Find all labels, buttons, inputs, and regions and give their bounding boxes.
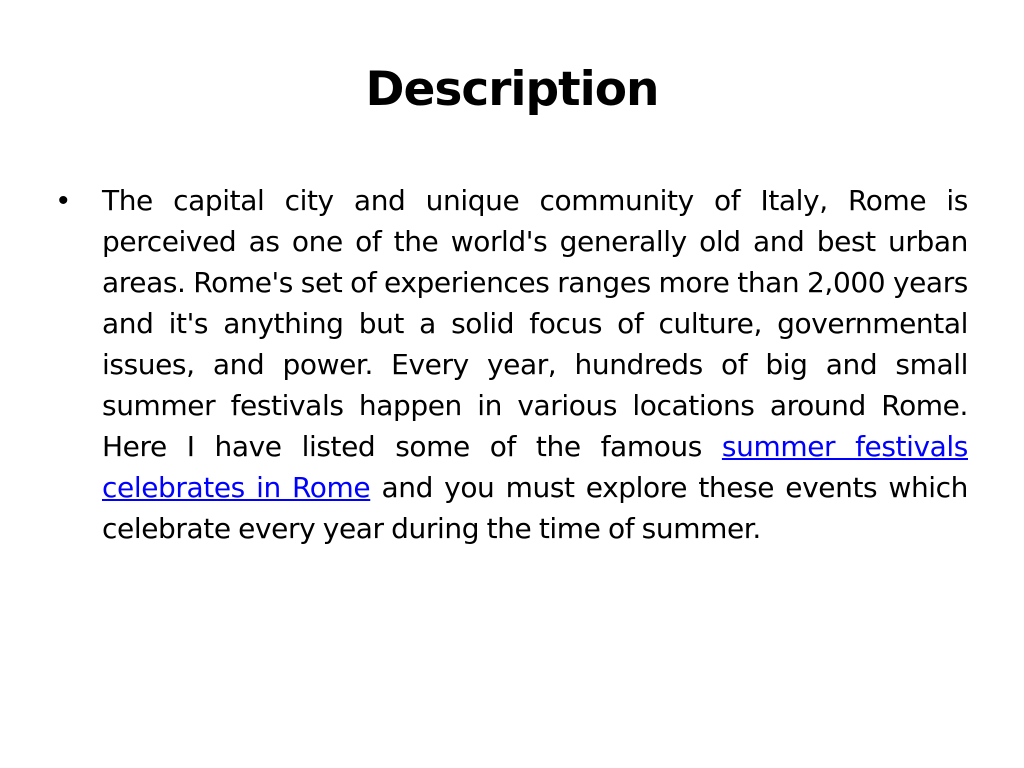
bullet-icon: • (58, 184, 69, 217)
bullet-paragraph (102, 180, 968, 549)
paragraph-text-before: The capital city and unique community of Italy, Rome is perceived as one of the world's generally old and best urban areas. Rome's set of experiences ranges more than 2,000 years and it's anything but a solid focus of culture, governmental issues, and power. Every year, hundreds of big and small summer festivals happen in various locations around Rome. Here I have listed some of the famous (102, 184, 968, 463)
summer-festivals-link[interactable]: summer festivals celebrates in Rome (102, 430, 968, 504)
slide-content (58, 180, 968, 549)
slide-title: Description (365, 62, 659, 117)
bullet-item (58, 180, 968, 549)
paragraph-text-after: and you must explore these events which celebrate every year during the time of summer. (102, 471, 969, 545)
